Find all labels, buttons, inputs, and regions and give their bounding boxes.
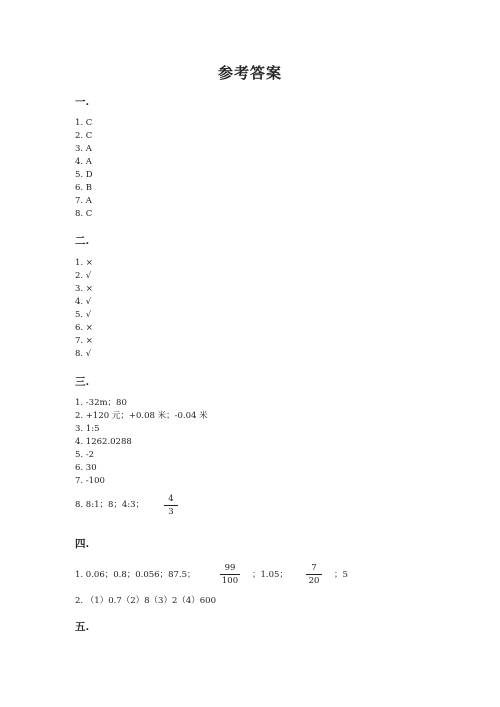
answer-item: 5. D [75, 170, 93, 180]
fraction-bar [306, 574, 322, 575]
answer-item: 1. × [75, 258, 93, 268]
answer-item: 6. B [75, 183, 93, 193]
fraction-numerator: 4 [168, 494, 174, 504]
section-heading-2: 二. [75, 235, 90, 247]
section-heading-4: 四. [75, 538, 90, 550]
answer-item: 2. √ [75, 271, 92, 281]
answer-item: 4. A [75, 157, 92, 167]
fraction-denominator: 3 [168, 507, 174, 517]
answer-item: 8. C [75, 209, 93, 219]
answer-item-4-2: 2. （1）0.7（2）8（3）2（4）600 [75, 596, 217, 606]
answer-item: 1. -32m；80 [75, 398, 127, 408]
answer-item: 3. × [75, 284, 93, 294]
answer-item: 2. C [75, 131, 93, 141]
fraction-bar [220, 574, 240, 575]
answer-item-3-8: 8. 8:1；8；4:3； [75, 500, 145, 510]
fraction-99-100 [220, 563, 240, 586]
section-heading-1: 一. [75, 96, 90, 108]
fraction-denominator: 20 [308, 576, 320, 586]
answer-item-4-1-part2: ；1.05； [252, 570, 288, 580]
answer-item: 7. A [75, 196, 92, 206]
answer-list-1 [75, 117, 93, 221]
answer-list-3 [75, 397, 208, 488]
answer-item: 4. 1262.0288 [75, 437, 132, 447]
answer-item: 3. A [75, 144, 92, 154]
answer-list-2 [75, 257, 93, 361]
answer-item: 7. -100 [75, 476, 105, 486]
fraction-bar [164, 505, 178, 506]
fraction-7-20 [306, 563, 322, 586]
answer-item: 6. × [75, 323, 93, 333]
page-title: 参考答案 [217, 64, 282, 82]
answer-item-4-1-part1: 1. 0.06；0.8；0.056；87.5； [75, 570, 196, 580]
answer-item: 8. √ [75, 349, 92, 359]
fraction-numerator: 7 [311, 563, 317, 573]
answer-item: 3. 1:5 [75, 424, 100, 434]
answer-item-4-1-part3: ；5 [334, 570, 348, 580]
answer-item: 1. C [75, 118, 93, 128]
section-heading-5: 五. [75, 621, 90, 633]
answer-item: 5. √ [75, 310, 92, 320]
fraction-numerator: 99 [224, 563, 236, 573]
answer-item: 5. -2 [75, 450, 95, 460]
fraction-denominator: 100 [221, 576, 239, 586]
answer-item: 2. +120 元；+0.08 米；-0.04 米 [75, 411, 208, 421]
fraction-4-3 [164, 494, 178, 517]
section-heading-3: 三. [75, 376, 90, 388]
answer-item: 4. √ [75, 297, 92, 307]
answer-item: 6. 30 [75, 463, 97, 473]
answer-item: 7. × [75, 336, 93, 346]
